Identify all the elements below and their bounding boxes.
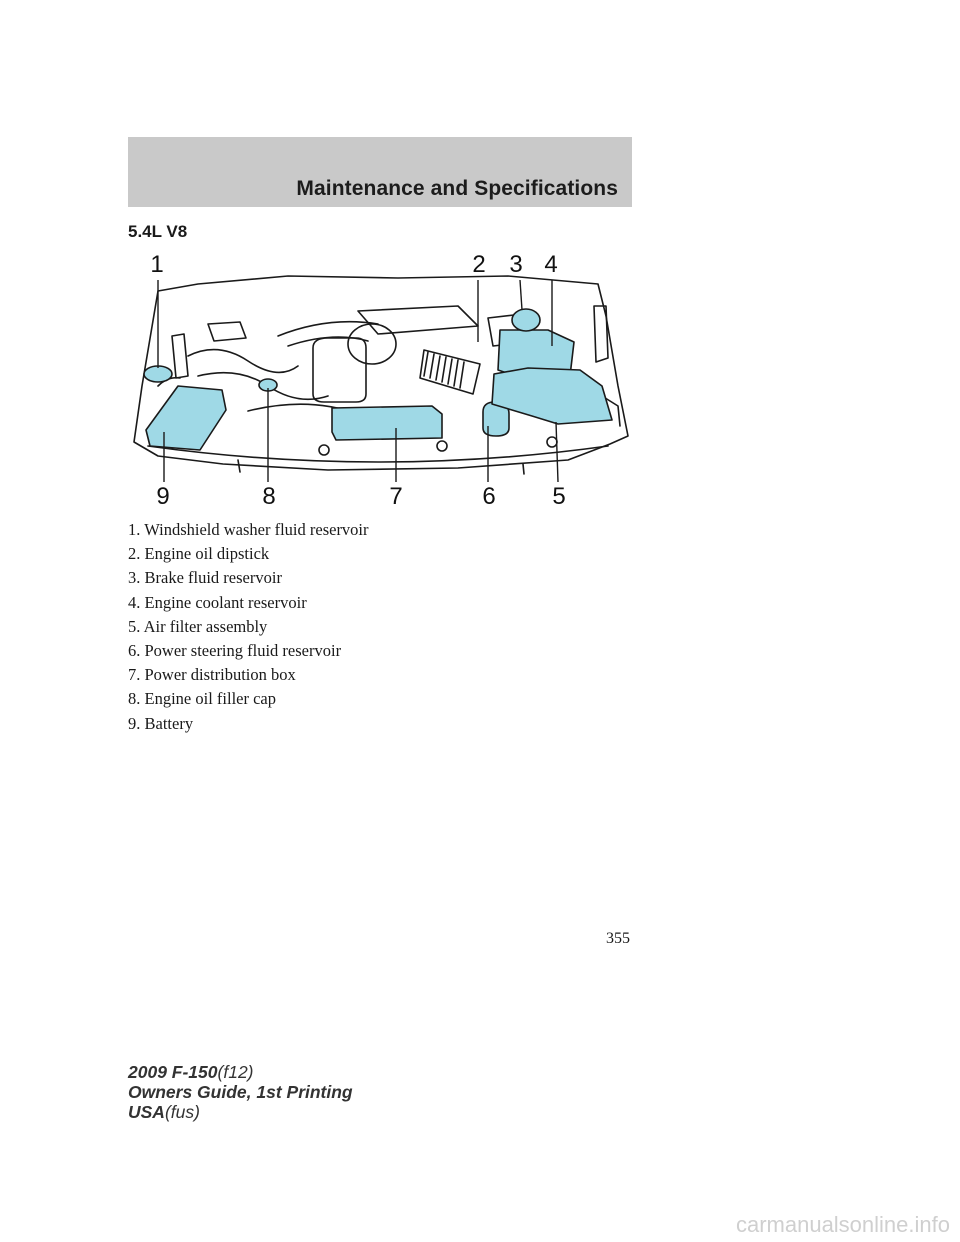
footer-line-model (128, 1062, 353, 1082)
engine-heading: 5.4L V8 (128, 222, 188, 241)
footer-region-code: (fus) (164, 1102, 200, 1122)
engine-compartment-drawing (128, 246, 634, 522)
component-legend (128, 518, 369, 736)
footer-edition: Owners Guide, 1st Printing (128, 1082, 353, 1102)
legend-item: 7. Power distribution box (128, 665, 296, 685)
callout-6: 6 (482, 483, 496, 510)
footer-model: 2009 F-150 (128, 1062, 218, 1082)
washer-cap-shape (144, 366, 172, 382)
footer-model-code: (f12) (217, 1062, 254, 1082)
legend-item: 6. Power steering fluid reservoir (128, 641, 342, 661)
footer-line-region (128, 1102, 353, 1122)
page-section-title: Maintenance and Specifications (296, 177, 618, 200)
site-watermark: carmanualsonline.info (735, 1212, 950, 1237)
section-header-band (128, 137, 632, 207)
callout-9: 9 (156, 483, 170, 510)
brake-reservoir-shape (512, 309, 540, 331)
battery-shape (146, 386, 226, 450)
callout-2: 2 (472, 251, 486, 278)
legend-item: 4. Engine coolant reservoir (128, 592, 307, 612)
footer-line-edition (128, 1082, 353, 1102)
air-filter-assembly-shape (492, 368, 612, 424)
callout-8: 8 (262, 483, 276, 510)
legend-item: 8. Engine oil filler cap (128, 689, 276, 709)
legend-item: 1. Windshield washer fluid reservoir (128, 520, 369, 539)
callout-3: 3 (509, 251, 523, 278)
callout-7: 7 (389, 483, 403, 510)
callout-5: 5 (552, 483, 566, 510)
legend-item: 3. Brake fluid reservoir (128, 568, 282, 588)
power-distribution-box-shape (332, 406, 442, 440)
callout-4: 4 (544, 251, 558, 278)
callout-1: 1 (150, 251, 164, 278)
legend-item: 5. Air filter assembly (128, 616, 268, 636)
footer-region: USA (128, 1102, 165, 1122)
engine-compartment-figure (128, 246, 634, 522)
legend-item: 2. Engine oil dipstick (128, 544, 270, 564)
legend-item: 9. Battery (128, 713, 194, 733)
print-footer (128, 1062, 353, 1122)
page-number: 355 (606, 930, 630, 947)
